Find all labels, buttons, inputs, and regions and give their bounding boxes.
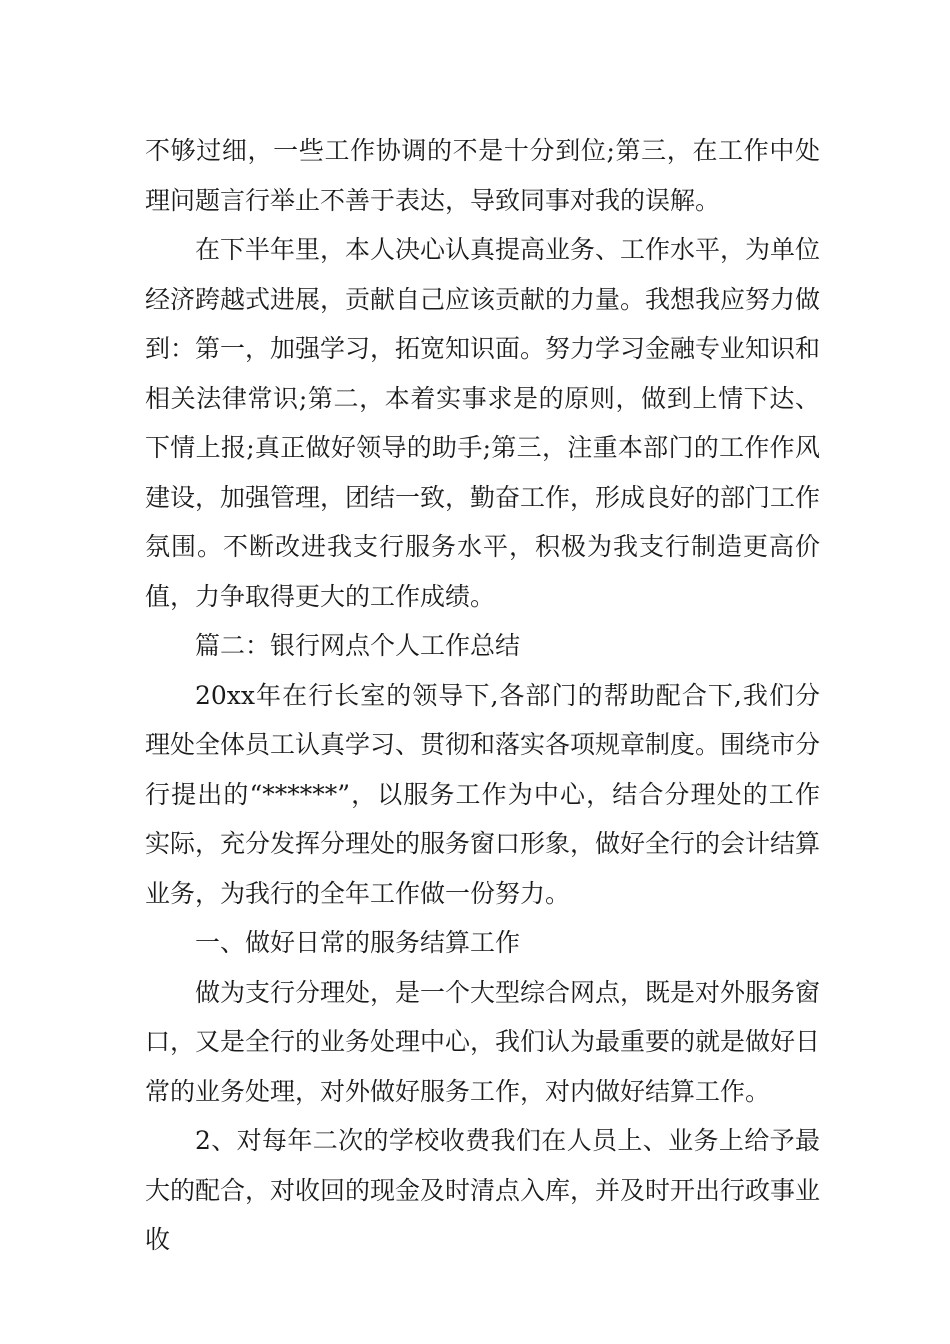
paragraph-1: 不够过细，一些工作协调的不是十分到位;第三，在工作中处理问题言行举止不善于表达，导致同事对我的误解。 xyxy=(145,136,820,215)
section-heading-one: 一、做好日常的服务结算工作 xyxy=(195,928,521,957)
paragraph-4: 做为支行分理处，是一个大型综合网点，既是对外服务窗口，又是全行的业务处理中心，我们认为最重要的就是做好日常的业务处理，对外做好服务工作，对内做好结算工作。 xyxy=(145,977,821,1106)
paragraph-3: 20xx年在行长室的领导下,各部门的帮助配合下,我们分理处全体员工认真学习、贯彻和落实各项规章制度。围绕市分行提出的“******”，以服务工作为中心，结合分理处的工作实际，充分发挥分理处的服务窗口形象，做好全行的会计结算业务，为我行的全年工作做一份努力。 xyxy=(145,680,821,908)
paragraph-2: 在下半年里，本人决心认真提高业务、工作水平，为单位经济跨越式进展，贡献自己应该贡献的力量。我想我应努力做到：第一，加强学习，拓宽知识面。努力学习金融专业知识和相关法律常识;第二，本着实事求是的原则，做到上情下达、下情上报;真正做好领导的助手;第三，注重本部门的工作作风建设，加强管理，团结一致，勤奋工作，形成良好的部门工作氛围。不断改进我支行服务水平，积极为我支行制造更高价值，力争取得更大的工作成绩。 xyxy=(145,235,821,611)
section-heading-part-two: 篇二：银行网点个人工作总结 xyxy=(195,631,521,660)
document-body xyxy=(145,126,820,1265)
paragraph-5: 2、对每年二次的学校收费我们在人员上、业务上给予最大的配合，对收回的现金及时清点入库，并及时开出行政事业收 xyxy=(145,1126,821,1254)
